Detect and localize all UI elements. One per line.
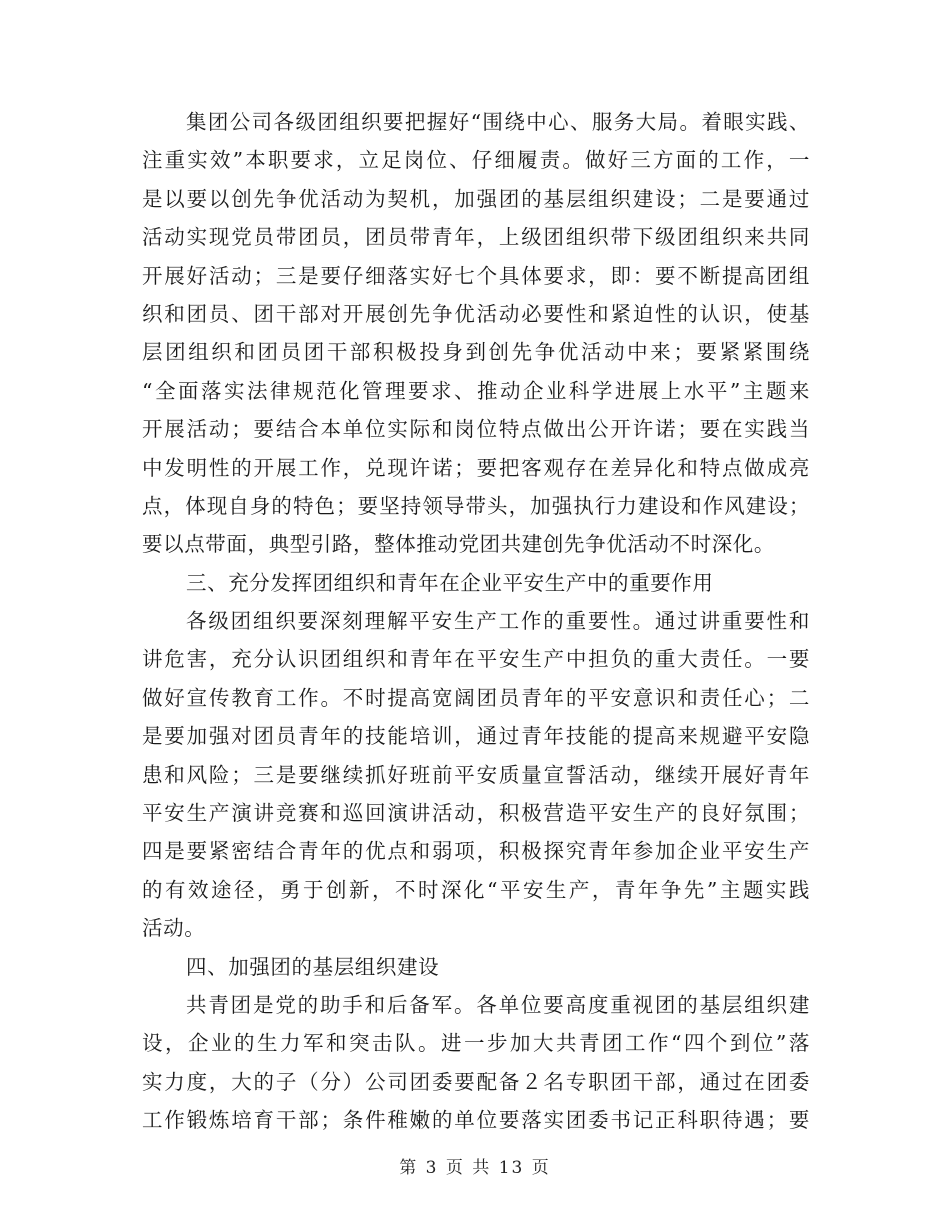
section-heading: 四、加强团的基层组织建设 xyxy=(186,954,440,979)
section-heading: 三、充分发挥团组织和青年在企业平安生产中的重要作用 xyxy=(186,570,714,595)
paragraph-line: 做好宣传教育工作。不时提高宽阔团员青年的平安意识和责任心；二 xyxy=(142,685,810,710)
document-body xyxy=(142,103,810,1140)
paragraph-line: 集团公司各级团组织要把握好“围绕中心、服务大局。着眼实践、 xyxy=(186,110,810,134)
paragraph-line: 讲危害，充分认识团组织和青年在平安生产中担负的重大责任。一要 xyxy=(142,647,810,672)
paragraph-line: 平安生产演讲竞赛和巡回演讲活动，积极营造平安生产的良好氛围； xyxy=(142,801,810,826)
paragraph-line: 是以要以创先争优活动为契机，加强团的基层组织建设；二是要通过 xyxy=(142,186,810,211)
paragraph-line: 共青团是党的助手和后备军。各单位要高度重视团的基层组织建 xyxy=(186,992,810,1017)
paragraph-line: 中发明性的开展工作，兑现许诺；要把客观存在差异化和特点做成亮 xyxy=(142,455,810,480)
paragraph-line: 是要加强对团员青年的技能培训，通过青年技能的提高来规避平安隐 xyxy=(142,724,810,749)
page-number-footer: 第 3 页 共 13 页 xyxy=(399,1158,551,1178)
paragraph-line: 点，体现自身的特色；要坚持领导带头，加强执行力建设和作风建设； xyxy=(142,493,810,518)
paragraph-line: 各级团组织要深刻理解平安生产工作的重要性。通过讲重要性和 xyxy=(186,609,810,634)
paragraph-line: 开展活动；要结合本单位实际和岗位特点做出公开许诺；要在实践当 xyxy=(142,417,810,442)
paragraph-line: 活动。 xyxy=(142,916,206,941)
paragraph-line: 织和团员、团干部对开展创先争优活动必要性和紧迫性的认识，使基 xyxy=(142,301,810,326)
paragraph-line: 层团组织和团员团干部积极投身到创先争优活动中来；要紧紧围绕 xyxy=(142,340,810,365)
paragraph-line: 活动实现党员带团员，团员带青年，上级团组织带下级团组织来共同 xyxy=(142,225,810,250)
paragraph-line: 开展好活动；三是要仔细落实好七个具体要求，即：要不断提高团组 xyxy=(142,263,810,288)
paragraph-line: 工作锻炼培育干部；条件稚嫩的单位要落实团委书记正科职待遇；要 xyxy=(142,1108,810,1133)
paragraph-line: 设，企业的生力军和突击队。进一步加大共青团工作“四个到位”落 xyxy=(142,1031,810,1056)
paragraph-line: 四是要紧密结合青年的优点和弱项，积极探究青年参加企业平安生产 xyxy=(142,839,810,864)
paragraph-line: 注重实效”本职要求，立足岗位、仔细履责。做好三方面的工作，一 xyxy=(142,148,810,173)
paragraph-line: 要以点带面，典型引路，整体推动党团共建创先争优活动不时深化。 xyxy=(142,532,775,557)
paragraph-line: 患和风险；三是要继续抓好班前平安质量宣誓活动，继续开展好青年 xyxy=(142,762,810,787)
paragraph-line: 实力度，大的子（分）公司团委要配备２名专职团干部，通过在团委 xyxy=(142,1069,810,1094)
paragraph-line: “全面落实法律规范化管理要求、推动企业科学进展上水平”主题来 xyxy=(142,378,810,403)
paragraph-line: 的有效途径，勇于创新，不时深化“平安生产，青年争先”主题实践 xyxy=(142,877,810,902)
